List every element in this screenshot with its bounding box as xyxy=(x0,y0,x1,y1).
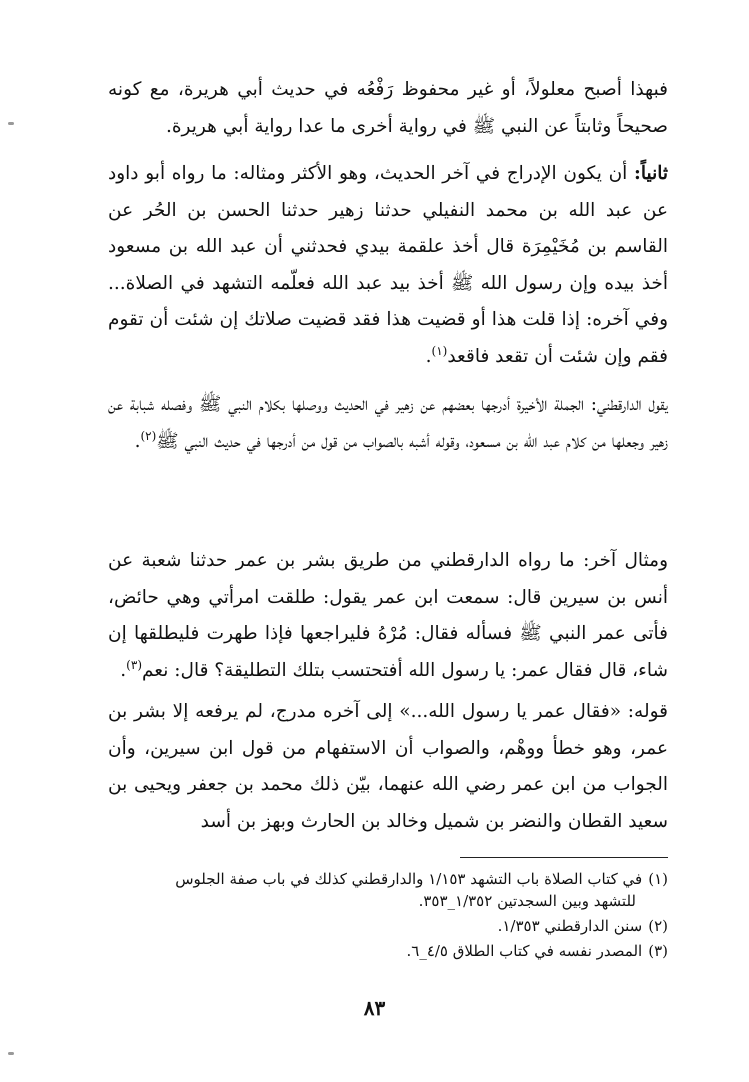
footnote-2-number: (٢) xyxy=(648,917,668,935)
paragraph-1 xyxy=(108,72,668,145)
footnote-marker-1[interactable]: (١) xyxy=(431,343,448,358)
footnote-2-text: سنن الدارقطني ١/٣٥٣. xyxy=(497,917,643,935)
paragraph-4-text: ومثال آخر: ما رواه الدارقطني من طريق بشر بن عمر حدثنا شعبة عن أنس بن سيرين قال: سمعت ابن عمر يقول: طلقت امرأتي وهي حائض، فأتى عمر النبي ﷺ فسأله فقال: مُرْهُ فليراجعها فإذا طهرت فليطلقها إن شاء، قال فقال عمر: يا رسول الله أفتحتسب بتلك التطليقة؟ قال: نعم xyxy=(108,550,668,681)
footnote-marker-3[interactable]: (٣) xyxy=(126,657,142,672)
footnote-1-continuation: للتشهد وبين السجدتين ١/٣٥٢_٣٥٣. xyxy=(418,892,636,910)
paragraph-1-text: فبهذا أصبح معلولاً، أو غير محفوظ رَفْعُه في حديث أبي هريرة، مع كونه صحيحاً وثابتاً عن النبي ﷺ في رواية أخرى ما عدا رواية أبي هريرة. xyxy=(108,79,668,137)
footnote-divider xyxy=(460,857,668,858)
footnote-3-text: المصدر نفسه في كتاب الطلاق ٤/٥_٦. xyxy=(406,942,643,960)
footnote-3-number: (٣) xyxy=(648,942,668,960)
paragraph-3-text: يقول الدارقطني: الجملة الأخيرة أدرجها بعضهم عن زهير في الحديث ووصلها بكلام النبي ﷺ وفصله شبابة عن زهير وجعلها من كلام عبد الله بن مسعود، وقوله أشبه بالصواب من قول من أدرجها في حديث النبي ﷺ xyxy=(108,394,668,452)
footnote-3 xyxy=(108,940,668,962)
paragraph-4 xyxy=(108,543,668,689)
margin-mark xyxy=(8,122,14,125)
paragraph-5 xyxy=(108,694,668,840)
footnote-1 xyxy=(108,868,668,912)
paragraph-2-text: أن يكون الإدراج في آخر الحديث، وهو الأكثر ومثاله: ما رواه أبو داود عن عبد الله بن محمد النفيلي حدثنا زهير حدثنا الحسن بن الحُر عن القاسم بن مُخَيْمِرَة قال أخذ علقمة بيدي فحدثني أن عبد الله بن مسعود أخذ بيده وإن رسول الله ﷺ أخذ بيد عبد الله فعلّمه التشهد في الصلاة... وفي آخره: إذا قلت هذا أو قضيت هذا فقد قضيت صلاتك إن شئت أن تقوم فقم وإن شئت أن تقعد فاقعد xyxy=(108,163,668,367)
paragraph-4-end: . xyxy=(120,659,127,681)
paragraph-5-text: قوله: «فقال عمر يا رسول الله...» إلى آخره مدرج، لم يرفعه إلا بشر بن عمر، وهو خطأ ووهْم، والصواب أن الاستفهام من قول ابن سيرين، وأن الجواب من ابن عمر رضي الله عنهما، بيّن ذلك محمد بن جعفر ويحيى بن سعيد القطان والنضر بن شميل وخالد بن الحارث وبهز بن أسد xyxy=(108,701,668,832)
paragraph-3-end: . xyxy=(134,430,141,452)
paragraph-3 xyxy=(108,387,668,460)
paragraph-2-lead: ثانياً: xyxy=(634,163,668,184)
margin-mark xyxy=(8,1052,14,1055)
paragraph-2-end: . xyxy=(425,345,432,367)
footnote-1-number: (١) xyxy=(648,870,668,888)
footnotes xyxy=(108,868,668,965)
footnote-marker-2[interactable]: (٢) xyxy=(140,428,157,443)
page-number: ٨٣ xyxy=(363,996,386,1020)
footnote-2 xyxy=(108,915,668,937)
paragraph-2 xyxy=(108,156,668,375)
footnote-1-text: في كتاب الصلاة باب التشهد ١/١٥٣ والدارقطني كذلك في باب صفة الجلوس xyxy=(175,870,643,888)
